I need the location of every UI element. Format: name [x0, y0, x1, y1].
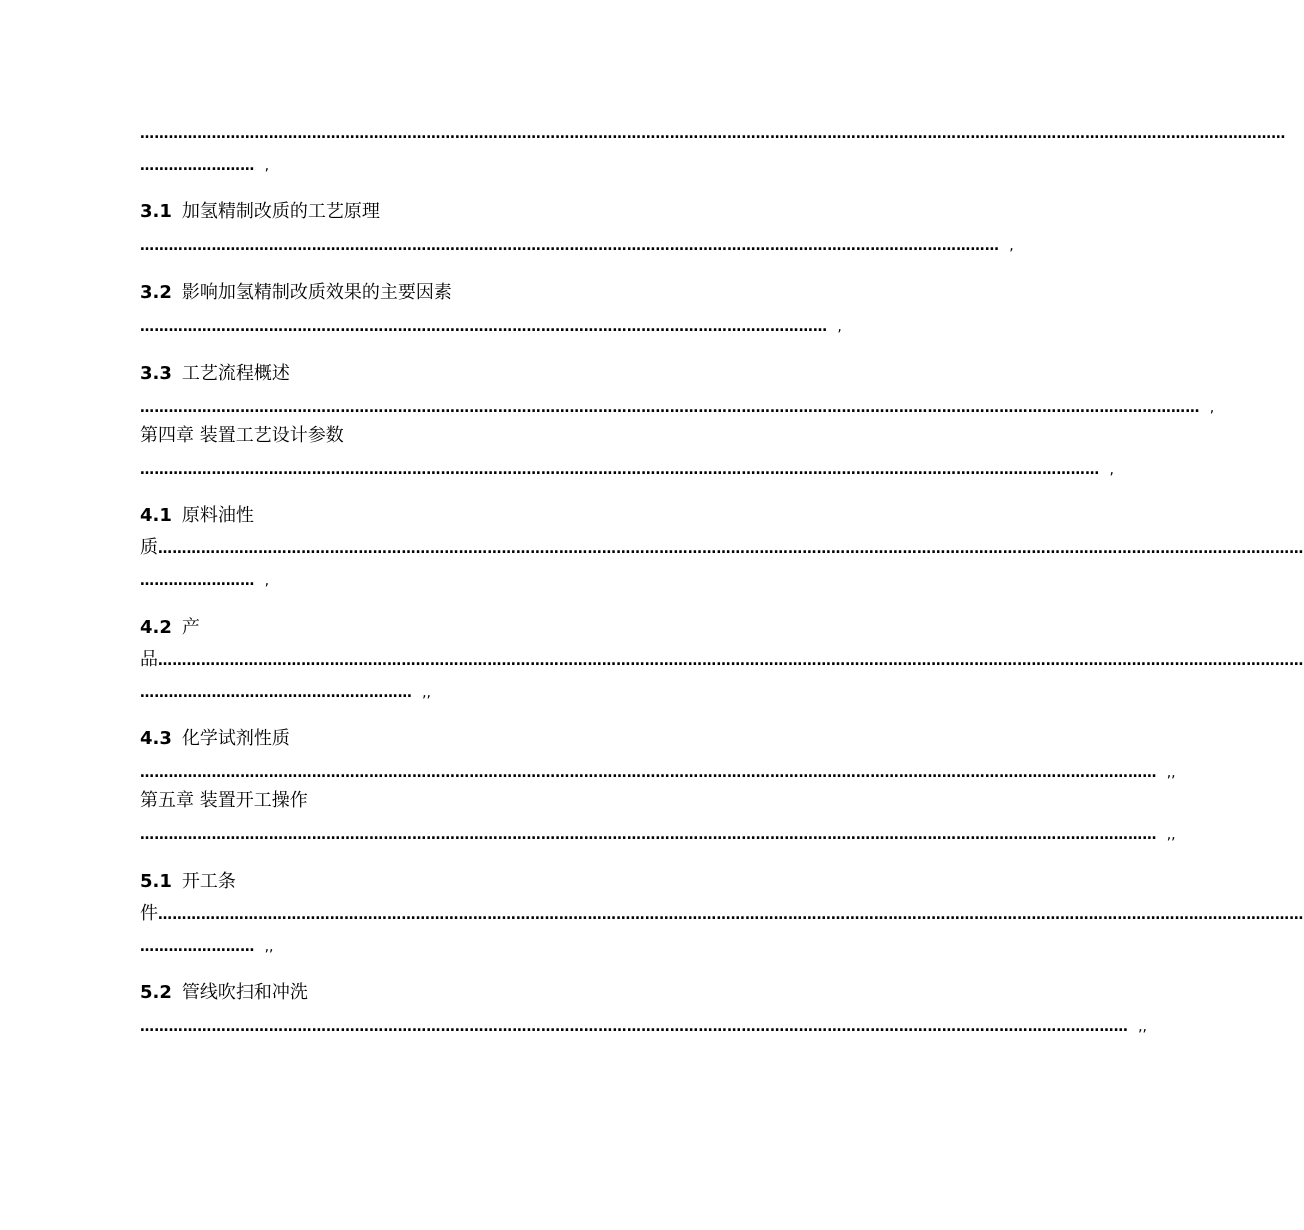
- toc-dots-line: [140, 314, 842, 339]
- toc-entry-5-1: [140, 870, 820, 894]
- toc-dots-line: [140, 902, 1304, 927]
- toc-entry-4-3: [140, 727, 820, 751]
- section-title: 工艺流程概述: [181, 363, 290, 384]
- section-title: 开工条: [181, 871, 236, 892]
- leader-dots: ……………………: [140, 939, 255, 955]
- chapter-title: 第四章 装置工艺设计参数: [140, 425, 344, 446]
- toc-dots-line: [140, 233, 1014, 258]
- section-title: 产: [181, 617, 200, 638]
- page-number: ,,: [422, 685, 431, 701]
- section-title: 影响加氢精制改质效果的主要因素: [181, 282, 452, 303]
- toc-dots-line: [140, 934, 820, 959]
- page-number: ,: [837, 319, 842, 335]
- toc-entry-3-3: [140, 362, 820, 386]
- section-number: 5.2: [140, 982, 172, 1003]
- leader-dots: ……………………………………………………………………………………………………………………………………………………………………………………………: [140, 827, 1157, 843]
- toc-entry-4-2: [140, 616, 820, 640]
- section-title-continued: 质: [140, 537, 158, 558]
- page-number: ,,: [264, 939, 274, 955]
- leader-dots: …………………………………………………: [140, 685, 413, 701]
- toc-entry-3-2: [140, 281, 820, 305]
- page-number: ,,: [1166, 827, 1176, 843]
- leader-dots: ……………………………………………………………………………………………………………………………………………………………………………………………………: [140, 400, 1200, 416]
- toc-chapter-5: [140, 789, 820, 813]
- toc-entry-3-1: [140, 200, 820, 224]
- toc-dots-line: [140, 536, 1304, 561]
- page-number: ,,: [1138, 1019, 1147, 1035]
- leader-dots: ……………………………………………………………………………………………………………………………………………………………………………………………: [140, 765, 1157, 781]
- section-number: 5.1: [140, 871, 172, 892]
- toc-entry-5-2: [140, 981, 820, 1005]
- toc-dots-line: [140, 760, 1176, 785]
- leader-dots: ………………………………………………………………………………………………………………………………: [140, 319, 828, 335]
- leader-dots: ……………………………………………………………………………………………………………………………………………………………………………………………………………………: [140, 126, 1286, 142]
- toc-dots-line: [140, 1014, 1147, 1039]
- section-number: 3.1: [140, 201, 172, 222]
- page-number: ,,: [1166, 765, 1176, 781]
- section-title-continued: 品: [140, 649, 158, 670]
- page-number: ,: [1009, 238, 1014, 254]
- page-number: ,: [264, 158, 270, 174]
- page-number: ,: [1209, 400, 1215, 416]
- leader-dots: ………………………………………………………………………………………………………………………………………………………………………………………: [140, 1019, 1129, 1035]
- leader-dots: ……………………: [140, 573, 255, 589]
- section-title: 管线吹扫和冲洗: [181, 982, 308, 1003]
- section-title: 化学试剂性质: [181, 728, 290, 749]
- leader-dots: …………………………………………………………………………………………………………………………………………………………………………………: [140, 462, 1100, 478]
- toc-dots-line: [140, 680, 820, 705]
- chapter-title: 第五章 装置开工操作: [140, 790, 308, 811]
- section-title-continued: 件: [140, 903, 158, 924]
- section-number: 3.3: [140, 363, 172, 384]
- section-number: 4.3: [140, 728, 172, 749]
- toc-dots-line: [140, 395, 1215, 420]
- toc-dots-line: [140, 822, 1176, 847]
- toc-dots-line: [140, 457, 1114, 482]
- toc-dots-line: [140, 568, 820, 593]
- leader-dots: ……………………………………………………………………………………………………………………………………………………………………………………………………………………: [158, 541, 1304, 557]
- leader-dots: ……………………: [140, 158, 255, 174]
- leader-dots: ……………………………………………………………………………………………………………………………………………………………………………………………………………………: [158, 653, 1304, 669]
- leader-dots: ……………………………………………………………………………………………………………………………………………………………………………………………………………………: [158, 907, 1304, 923]
- page-number: ,: [264, 573, 270, 589]
- toc-entry-4-1: [140, 504, 820, 528]
- toc-dots-line: [140, 121, 1286, 146]
- toc-dots-line: [140, 153, 820, 178]
- toc-dots-line: [140, 648, 1304, 673]
- section-title: 原料油性: [181, 505, 254, 526]
- section-number: 4.2: [140, 617, 172, 638]
- page-number: ,: [1109, 462, 1114, 478]
- leader-dots: ………………………………………………………………………………………………………………………………………………………………: [140, 238, 1000, 254]
- section-number: 3.2: [140, 282, 172, 303]
- section-number: 4.1: [140, 505, 172, 526]
- section-title: 加氢精制改质的工艺原理: [181, 201, 380, 222]
- toc-chapter-4: [140, 424, 820, 448]
